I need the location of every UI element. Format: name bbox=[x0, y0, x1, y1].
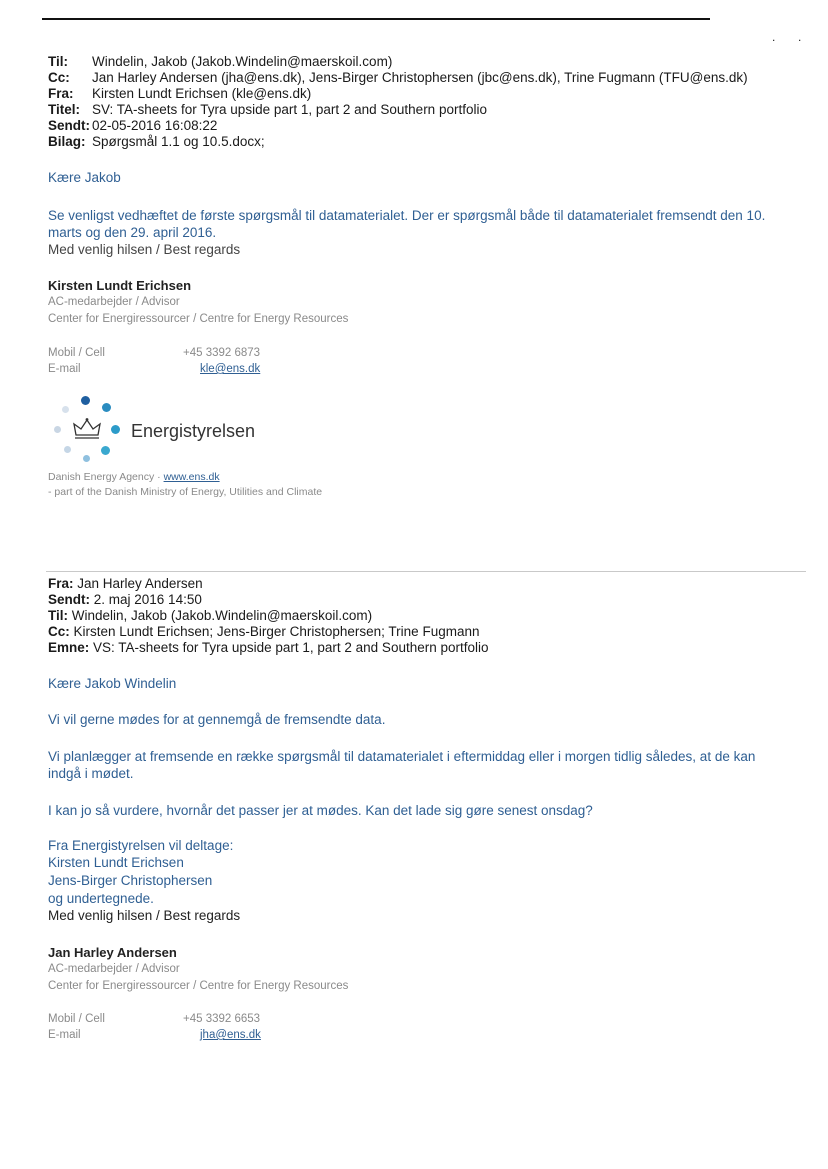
mobile-value: +45 3392 6873 bbox=[183, 347, 261, 359]
logo-dot bbox=[81, 396, 90, 405]
subject-label: Titel: bbox=[48, 102, 81, 117]
signature-name: Kirsten Lundt Erichsen bbox=[48, 278, 192, 293]
to-label: Til: bbox=[48, 54, 68, 69]
from-label: Fra: bbox=[48, 576, 74, 591]
attendee: Kirsten Lundt Erichsen bbox=[48, 855, 184, 870]
subject-value: VS: TA-sheets for Tyra upside part 1, part 2 and Southern portfolio bbox=[93, 640, 489, 655]
to-value: Windelin, Jakob (Jakob.Windelin@maerskoil.com) bbox=[92, 54, 393, 69]
logo-dot bbox=[83, 455, 90, 462]
email-label: E-mail bbox=[48, 1029, 81, 1041]
attendees-intro: Fra Energistyrelsen vil deltage: bbox=[48, 838, 234, 853]
mobile-label: Mobil / Cell bbox=[48, 1013, 105, 1025]
attachment-value: Spørgsmål 1.1 og 10.5.docx; bbox=[92, 134, 265, 149]
sent-label: Sendt: bbox=[48, 118, 90, 133]
signature-department: Center for Energiressourcer / Centre for Energy Resources bbox=[48, 980, 349, 992]
body-line: marts og den 29. april 2016. bbox=[48, 225, 217, 240]
from-label: Fra: bbox=[48, 86, 74, 101]
body-line: Se venligst vedhæftet de første spørgsmål til datamaterialet. Der er spørgsmål både til datamaterialet fremsendt den 10. bbox=[48, 208, 766, 223]
attendee: og undertegnede. bbox=[48, 891, 154, 906]
page-mark: . bbox=[798, 30, 802, 44]
signature-title: AC-medarbejder / Advisor bbox=[48, 963, 180, 975]
logo-dot bbox=[64, 446, 71, 453]
greeting: Kære Jakob Windelin bbox=[48, 676, 177, 691]
subject-value: SV: TA-sheets for Tyra upside part 1, part 2 and Southern portfolio bbox=[92, 102, 487, 117]
attendee: Jens-Birger Christophersen bbox=[48, 873, 213, 888]
agency-prefix: Danish Energy Agency · bbox=[48, 471, 164, 483]
email-link[interactable]: jha@ens.dk bbox=[200, 1029, 261, 1041]
body-line: Vi planlægger at fremsende en række spørgsmål til datamaterialet i eftermiddag eller i morgen tidlig således, at de kan bbox=[48, 749, 756, 764]
crown-icon bbox=[72, 417, 102, 441]
logo-dot bbox=[101, 446, 110, 455]
sent-value: 2. maj 2016 14:50 bbox=[93, 592, 202, 607]
body-line: indgå i mødet. bbox=[48, 766, 134, 781]
email-label: E-mail bbox=[48, 363, 81, 375]
cc-value: Kirsten Lundt Erichsen; Jens-Birger Christophersen; Trine Fugmann bbox=[73, 624, 480, 639]
email-link[interactable]: kle@ens.dk bbox=[200, 363, 261, 375]
agency-url-link[interactable]: www.ens.dk bbox=[163, 471, 220, 483]
body-paragraph: I kan jo så vurdere, hvornår det passer jer at mødes. Kan det lade sig gøre senest onsdag? bbox=[48, 803, 593, 818]
subject-label: Emne: bbox=[48, 640, 90, 655]
to-label: Til: bbox=[48, 608, 68, 623]
mobile-value: +45 3392 6653 bbox=[183, 1013, 261, 1025]
top-rule bbox=[42, 18, 710, 20]
logo-dot bbox=[62, 406, 69, 413]
cc-label: Cc: bbox=[48, 70, 70, 85]
signature-title: AC-medarbejder / Advisor bbox=[48, 296, 180, 308]
sent-label: Sendt: bbox=[48, 592, 90, 607]
cc-label: Cc: bbox=[48, 624, 70, 639]
ministry-line: - part of the Danish Ministry of Energy, Utilities and Climate bbox=[48, 486, 323, 498]
logo-dot bbox=[102, 403, 111, 412]
mobile-label: Mobil / Cell bbox=[48, 347, 105, 359]
body-paragraph: Vi vil gerne mødes for at gennemgå de fremsendte data. bbox=[48, 712, 386, 727]
attachment-label: Bilag: bbox=[48, 134, 86, 149]
closing: Med venlig hilsen / Best regards bbox=[48, 908, 241, 923]
logo-wordmark: Energistyrelsen bbox=[131, 421, 256, 441]
greeting: Kære Jakob bbox=[48, 170, 121, 185]
from-value: Jan Harley Andersen bbox=[77, 576, 203, 591]
agency-line bbox=[48, 471, 220, 483]
closing: Med venlig hilsen / Best regards bbox=[48, 242, 241, 257]
page-mark: . bbox=[772, 30, 776, 44]
logo-dot bbox=[54, 426, 61, 433]
signature-name: Jan Harley Andersen bbox=[48, 945, 177, 960]
signature-department: Center for Energiressourcer / Centre for Energy Resources bbox=[48, 313, 349, 325]
logo-dot bbox=[111, 425, 120, 434]
message-separator bbox=[46, 571, 806, 572]
cc-value: Jan Harley Andersen (jha@ens.dk), Jens-Birger Christophersen (jbc@ens.dk), Trine Fugmann (TFU@ens.dk) bbox=[92, 70, 748, 85]
to-value: Windelin, Jakob (Jakob.Windelin@maerskoil.com) bbox=[71, 608, 373, 623]
sent-value: 02-05-2016 16:08:22 bbox=[92, 118, 218, 133]
from-value: Kirsten Lundt Erichsen (kle@ens.dk) bbox=[92, 86, 312, 101]
